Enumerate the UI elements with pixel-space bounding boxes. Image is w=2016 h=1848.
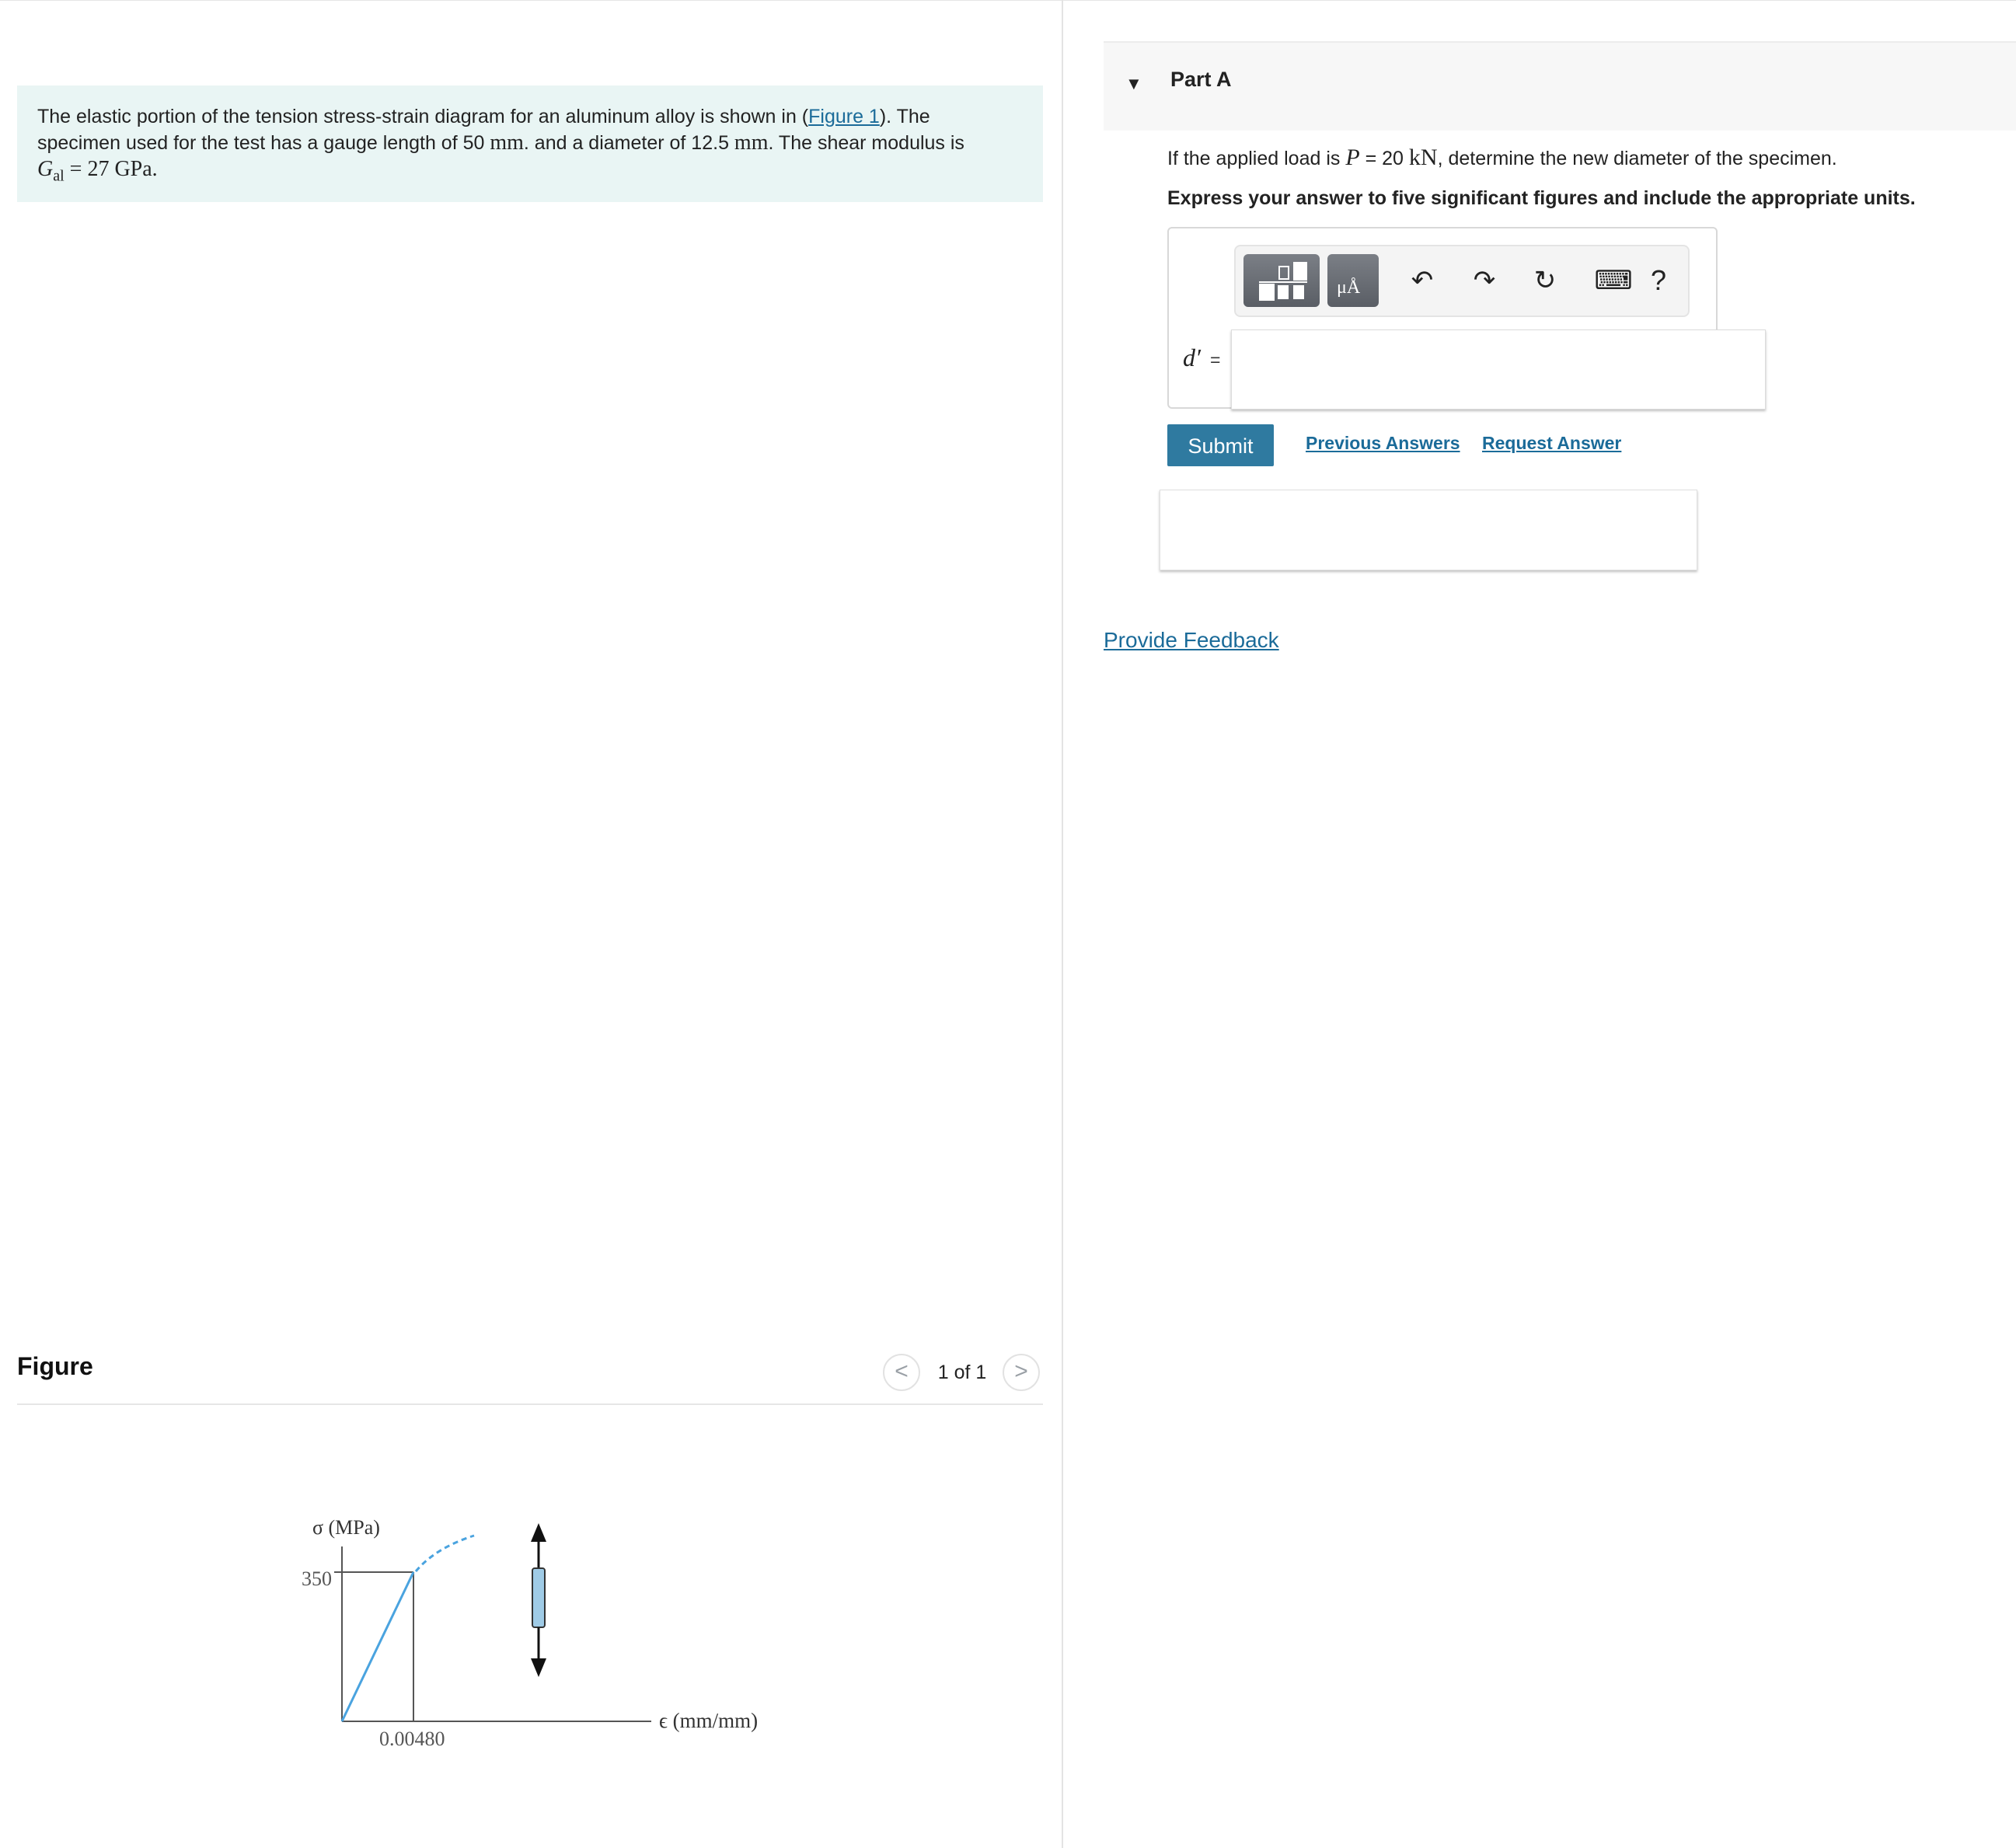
collapse-caret-icon[interactable]: ▼ [1125,74,1142,93]
tension-arrow-down-icon [531,1658,546,1677]
symbols-button[interactable] [1327,254,1379,307]
previous-answers-link[interactable]: Previous Answers [1306,433,1460,453]
request-answer-link[interactable]: Request Answer [1482,433,1622,453]
templates-button[interactable] [1243,254,1320,307]
figure-1-link[interactable]: Figure 1 [808,106,880,127]
figure-prev-button[interactable]: < [883,1354,920,1391]
y-tick-350: 350 [302,1567,332,1590]
stress-strain-diagram [280,1508,793,1756]
figure-divider [17,1403,1043,1405]
unit-mm: mm [490,131,524,155]
part-title: Part A [1170,68,1232,91]
figure-next-button[interactable]: > [1003,1354,1040,1391]
math-toolbar [1234,245,1690,317]
question-text: If the applied load is P = 20 kN, determine the new diameter of the specimen. [1167,145,1837,170]
unit-mm: mm [734,131,769,155]
figure-counter: 1 of 1 [937,1362,987,1383]
problem-statement [17,85,1043,202]
figure-title: Figure [17,1352,93,1380]
x-axis-label: ϵ (mm/mm) [659,1709,759,1732]
shear-modulus: $G_{al} = 27$ GPa. [37,157,158,185]
mu-angstrom-icon: μÅ [1337,277,1361,298]
plastic-curve-dashed [416,1536,474,1571]
answer-input[interactable] [1231,330,1766,410]
problem-line-2: specimen used for the test has a gauge length of 50 mm. and a diameter of 12.5 mm. The shear modulus is [37,131,964,155]
templates-icon [1243,254,1320,307]
provide-feedback-link[interactable]: Provide Feedback [1104,628,1279,652]
keyboard-icon[interactable]: ⌨ [1594,266,1633,295]
answer-equals-sign: = [1210,350,1221,370]
part-a-header[interactable] [1104,41,2016,131]
undo-icon[interactable]: ↶ [1411,266,1434,295]
top-border [0,0,2016,1]
x-tick-0.00480: 0.00480 [379,1728,445,1750]
help-icon[interactable]: ? [1650,264,1667,296]
answer-instruction: Express your answer to five significant figures and include the appropriate units. [1167,187,1916,209]
submit-button[interactable]: Submit [1167,424,1274,466]
specimen-bar [532,1568,545,1627]
elastic-line [342,1572,413,1721]
panel-divider [1062,0,1063,1848]
problem-line-1: The elastic portion of the tension stress-strain diagram for an aluminum alloy is shown in (Figure 1). The [37,106,930,127]
redo-icon[interactable]: ↷ [1473,266,1496,295]
answer-variable-label: d′ [1183,343,1201,371]
feedback-area [1160,490,1697,570]
reset-icon[interactable]: ↻ [1533,266,1557,295]
y-axis-label: σ (MPa) [312,1516,380,1539]
